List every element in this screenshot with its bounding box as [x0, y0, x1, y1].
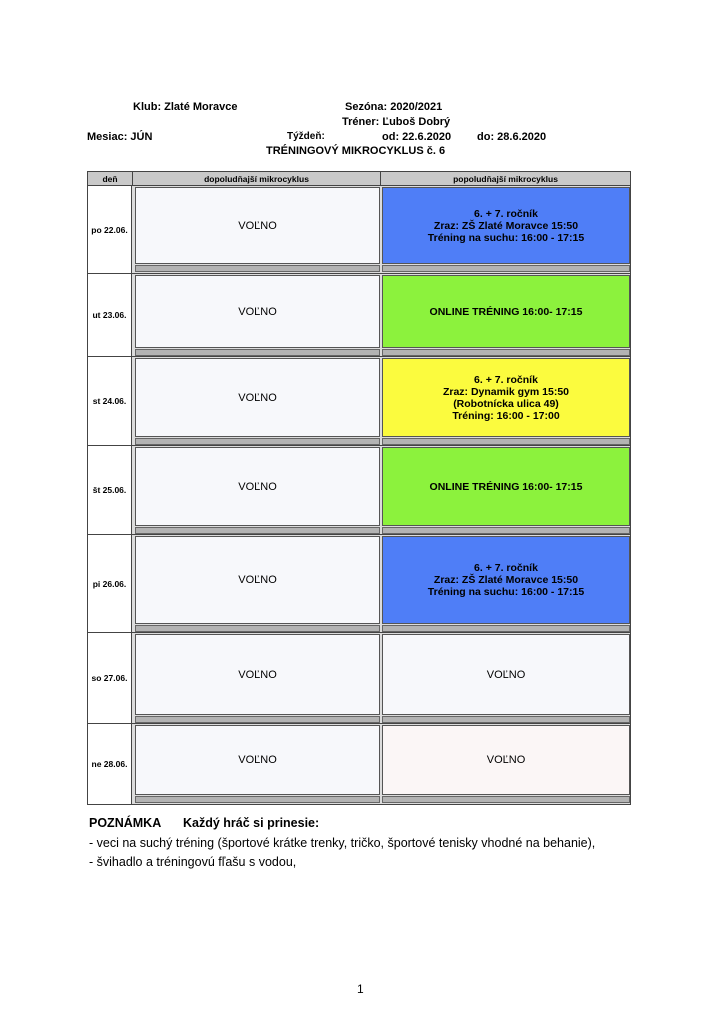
club-label: Klub: Zlaté Moravce [133, 101, 238, 113]
cell-footer-bar [382, 716, 630, 723]
cell-footer-bar [382, 349, 630, 356]
morning-cell [135, 187, 380, 264]
cell-footer-bar [135, 265, 380, 272]
morning-cell [135, 725, 380, 795]
date-from: od: 22.6.2020 [382, 131, 452, 143]
cell-footer-bar [135, 349, 380, 356]
afternoon-line: ONLINE TRÉNING 16:00- 17:15 [429, 305, 583, 318]
season-label: Sezóna: 2020/2021 [345, 101, 443, 113]
free-text: VOĽNO [238, 574, 277, 586]
day-cell: st 24.06. [88, 357, 132, 445]
schedule-table [87, 171, 631, 805]
afternoon-cell [382, 536, 630, 624]
coach-label: Tréner: Ľuboš Dobrý [342, 116, 451, 128]
free-text: VOĽNO [486, 754, 526, 766]
morning-cell [135, 447, 380, 526]
cell-footer-bar [135, 527, 380, 534]
afternoon-cell [382, 725, 630, 795]
column-header-afternoon: popoludňajší mikrocyklus [381, 172, 630, 186]
table-row [88, 633, 630, 723]
afternoon-line: (Robotnícka ulica 49) [453, 397, 559, 410]
column-header-day: deň [88, 172, 133, 186]
note-line: - veci na suchý tréning (športové krátke trenky, tričko, športové tenisky vhodné na behanie), [89, 836, 596, 850]
table-row [88, 357, 630, 445]
afternoon-cell [382, 187, 630, 264]
afternoon-line: Tréning na suchu: 16:00 - 17:15 [427, 231, 585, 244]
morning-cell [135, 358, 380, 437]
note-heading: Každý hráč si prinesie: [183, 816, 320, 830]
day-cell: so 27.06. [88, 633, 132, 723]
morning-cell [135, 634, 380, 715]
day-cell: ut 23.06. [88, 274, 132, 356]
month-label: Mesiac: JÚN [87, 131, 153, 143]
free-text: VOĽNO [238, 305, 277, 318]
morning-cell [135, 275, 380, 348]
afternoon-line: Zraz: Dynamik gym 15:50 [442, 385, 570, 398]
free-text: VOĽNO [238, 480, 277, 493]
afternoon-cell [382, 358, 630, 437]
afternoon-cell [382, 634, 630, 715]
table-row [88, 446, 630, 534]
note-line: - švihadlo a tréningovú fľašu s vodou, [89, 855, 297, 869]
cell-footer-bar [382, 527, 630, 534]
cell-footer-bar [382, 265, 630, 272]
cell-footer-bar [382, 796, 630, 803]
afternoon-line: Tréning na suchu: 16:00 - 17:15 [427, 586, 585, 598]
cell-footer-bar [135, 796, 380, 803]
day-cell: po 22.06. [88, 186, 132, 273]
afternoon-line: ONLINE TRÉNING 16:00- 17:15 [429, 480, 583, 493]
afternoon-line: Zraz: ZŠ Zlaté Moravce 15:50 [433, 574, 579, 586]
cell-footer-bar [382, 625, 630, 632]
table-row [88, 274, 630, 356]
afternoon-line: 6. + 7. ročník [474, 207, 538, 220]
column-header-morning: dopoludňajší mikrocyklus [133, 172, 381, 186]
week-label: Týždeň: [287, 131, 325, 142]
day-cell: ne 28.06. [88, 724, 132, 804]
day-cell: št 25.06. [88, 446, 132, 534]
afternoon-cell [382, 447, 630, 526]
morning-cell [135, 536, 380, 624]
note-label: POZNÁMKA [89, 816, 162, 830]
free-text: VOĽNO [238, 391, 277, 404]
table-row [88, 724, 630, 804]
date-to: do: 28.6.2020 [477, 131, 547, 143]
afternoon-line: Tréning: 16:00 - 17:00 [452, 409, 560, 422]
table-row [88, 186, 630, 273]
afternoon-line: 6. + 7. ročník [474, 562, 538, 574]
afternoon-line: Zraz: ZŠ Zlaté Moravce 15:50 [433, 219, 579, 232]
cell-footer-bar [135, 625, 380, 632]
free-text: VOĽNO [238, 668, 277, 681]
day-cell: pi 26.06. [88, 535, 132, 632]
cell-footer-bar [135, 438, 380, 445]
free-text: VOĽNO [238, 219, 277, 232]
page-number: 1 [357, 982, 364, 996]
free-text: VOĽNO [238, 754, 277, 766]
page-title: TRÉNINGOVÝ MIKROCYKLUS č. 6 [266, 145, 446, 157]
cell-footer-bar [382, 438, 630, 445]
afternoon-line: 6. + 7. ročník [474, 373, 538, 386]
free-text: VOĽNO [486, 668, 526, 681]
table-row [88, 535, 630, 632]
cell-footer-bar [135, 716, 380, 723]
afternoon-cell [382, 275, 630, 348]
